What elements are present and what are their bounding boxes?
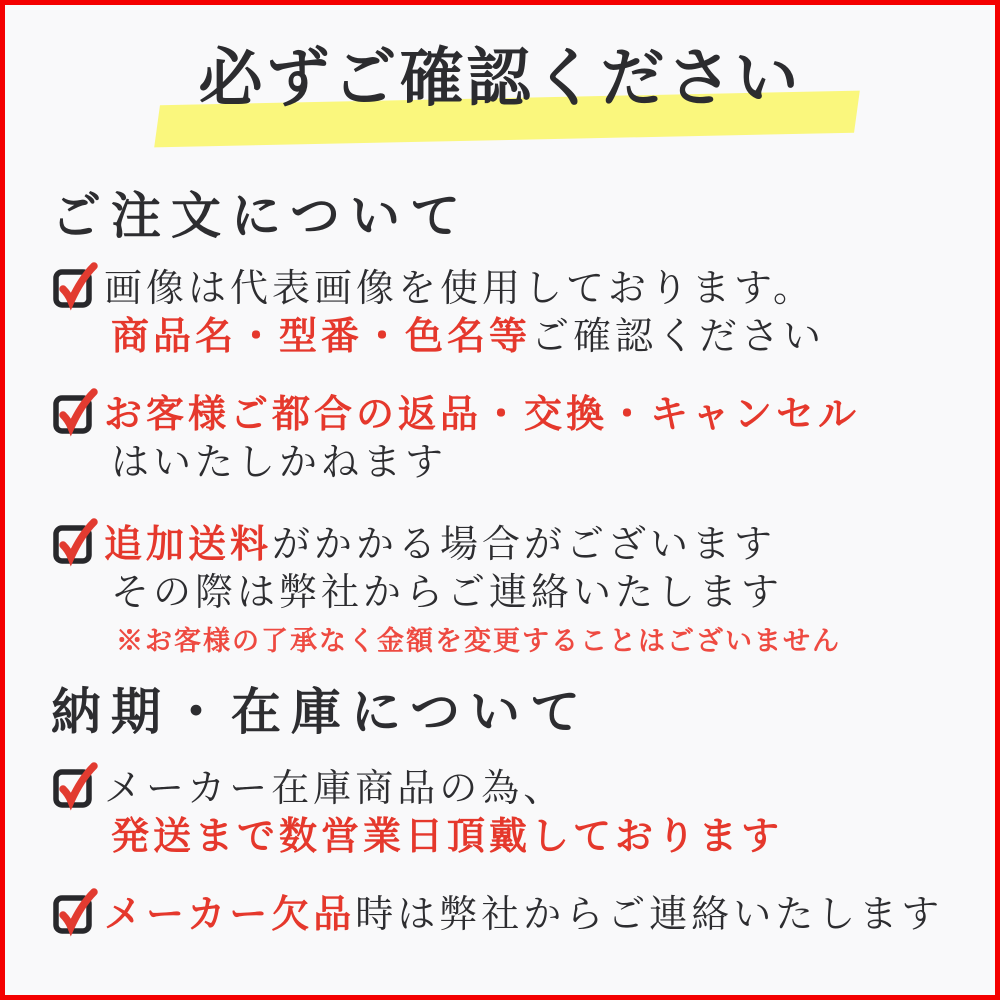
checklist-item — [53, 765, 965, 861]
checkbox-checked-icon — [53, 761, 97, 809]
text-segment-red: 追加送料 — [104, 524, 273, 566]
checkbox-checked-icon — [53, 517, 97, 565]
text-segment: 時は弊社からご連絡いたします — [355, 894, 944, 936]
fine-print-note: ※お客様の了承なく金額を変更することはございません — [116, 626, 841, 656]
item-text — [104, 891, 943, 939]
section-heading-order: ご注文について — [51, 188, 470, 244]
checkbox-checked-icon — [53, 261, 97, 309]
item-text — [104, 265, 825, 361]
text-segment: その際は弊社からご連絡いたします — [111, 572, 784, 614]
text-segment: 画像は代表画像を使用しております。 — [104, 268, 815, 310]
checklist-item — [53, 265, 965, 361]
text-segment: ご確認ください — [531, 316, 826, 358]
item-text — [104, 765, 783, 861]
text-segment: はいたしかねます — [111, 442, 448, 484]
section-heading-delivery-stock: 納期・在庫について — [51, 684, 590, 740]
checklist-item — [53, 391, 965, 487]
text-segment-red: お客様ご都合の返品・交換・キャンセル — [104, 394, 861, 436]
text-segment-red: 商品名・型番・色名等 — [111, 316, 532, 358]
text-segment: がかかる場合がございます — [272, 524, 777, 566]
checklist-item — [53, 891, 965, 939]
text-segment: メーカー在庫商品の為、 — [104, 768, 566, 810]
checkbox-checked-icon — [53, 387, 97, 435]
page-title: 必ずご確認ください — [198, 43, 802, 114]
item-text — [104, 391, 860, 487]
checklist-item — [53, 521, 965, 657]
item-text — [104, 521, 841, 657]
checkbox-checked-icon — [53, 887, 97, 935]
text-segment-red: 発送まで数営業日頂戴しております — [111, 816, 784, 858]
text-segment-red: メーカー欠品 — [104, 894, 356, 936]
